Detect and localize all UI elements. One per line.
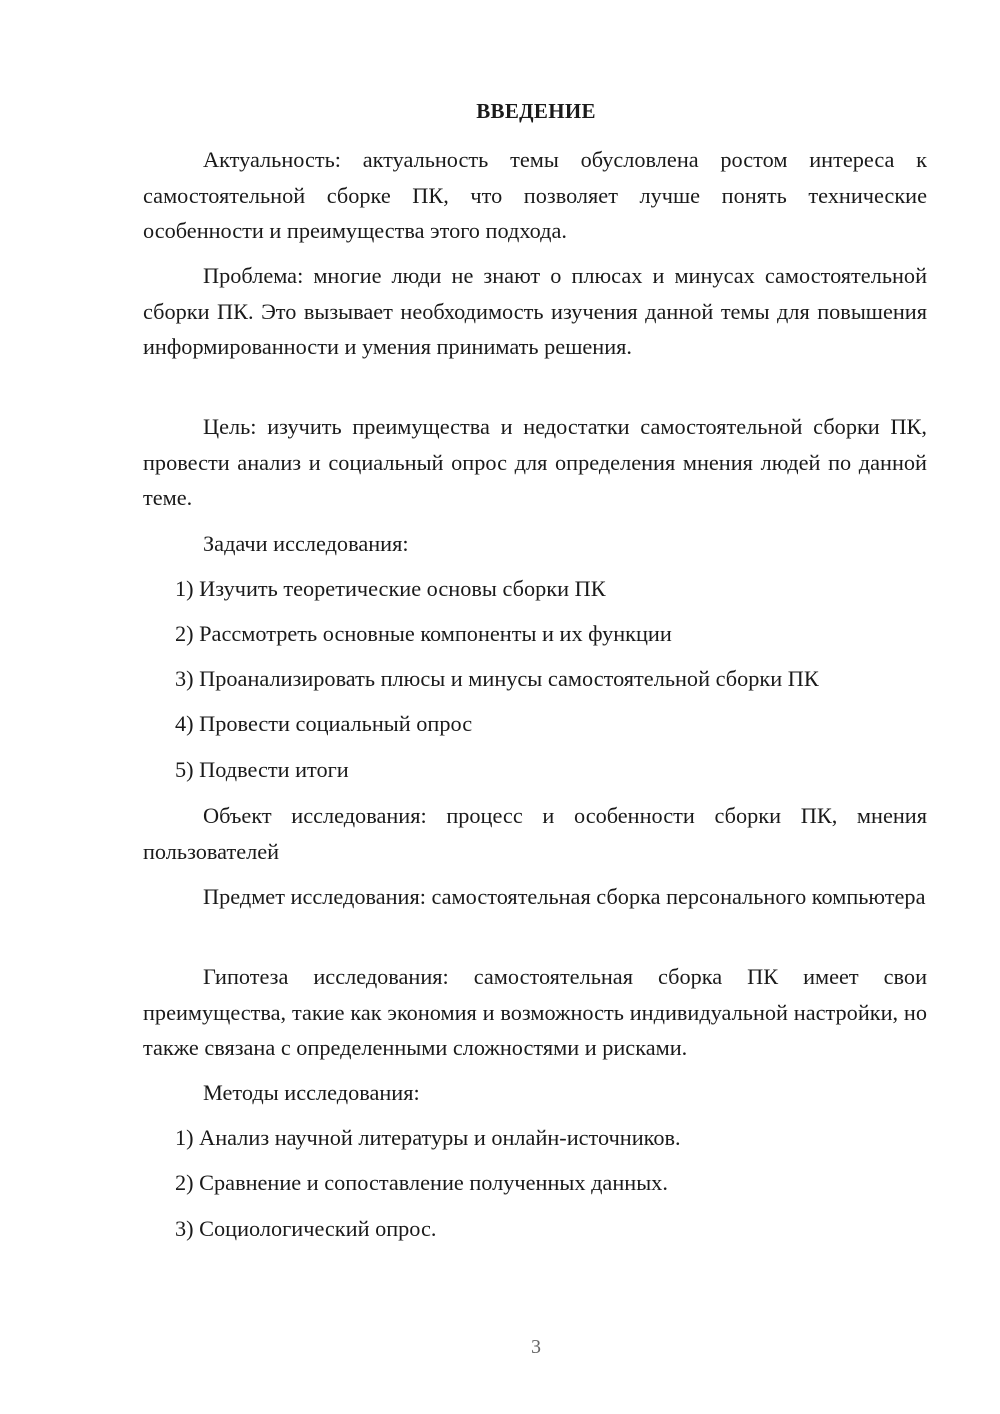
task-item-3: 3) Проанализировать плюсы и минусы самостоятельной сборки ПК bbox=[175, 666, 819, 691]
method-item-2: 2) Сравнение и сопоставление полученных данных. bbox=[175, 1170, 668, 1195]
object-paragraph: Объект исследования: процесс и особенности сборки ПК, мнения пользователей bbox=[143, 803, 927, 864]
subject-paragraph: Предмет исследования: самостоятельная сборка персонального компьютера bbox=[203, 884, 926, 909]
task-item-1: 1) Изучить теоретические основы сборки ПК bbox=[175, 576, 606, 601]
page-title: ВВЕДЕНИЕ bbox=[476, 99, 596, 123]
page-number: 3 bbox=[531, 1336, 541, 1358]
tasks-heading: Задачи исследования: bbox=[203, 531, 409, 556]
task-item-2: 2) Рассмотреть основные компоненты и их функции bbox=[175, 621, 672, 646]
methods-heading: Методы исследования: bbox=[203, 1080, 420, 1105]
task-item-5: 5) Подвести итоги bbox=[175, 757, 349, 782]
relevance-paragraph: Актуальность: актуальность темы обусловлена ростом интереса к самостоятельной сборке ПК, что позволяет лучше понять технические особенности и преимущества этого подхода. bbox=[143, 147, 927, 243]
hypothesis-paragraph: Гипотеза исследования: самостоятельная сборка ПК имеет свои преимущества, такие как экономия и возможность индивидуальной настройки, но также связана с определенными сложностями и рисками. bbox=[143, 964, 927, 1060]
goal-paragraph: Цель: изучить преимущества и недостатки самостоятельной сборки ПК, провести анализ и социальный опрос для определения мнения людей по данной теме. bbox=[143, 414, 927, 510]
method-item-3: 3) Социологический опрос. bbox=[175, 1216, 437, 1241]
task-item-4: 4) Провести социальный опрос bbox=[175, 711, 473, 736]
problem-paragraph: Проблема: многие люди не знают о плюсах и минусах самостоятельной сборки ПК. Это вызывает необходимость изучения данной темы для повышения информированности и умения принимать решения. bbox=[143, 263, 927, 359]
method-item-1: 1) Анализ научной литературы и онлайн-источников. bbox=[175, 1125, 681, 1150]
